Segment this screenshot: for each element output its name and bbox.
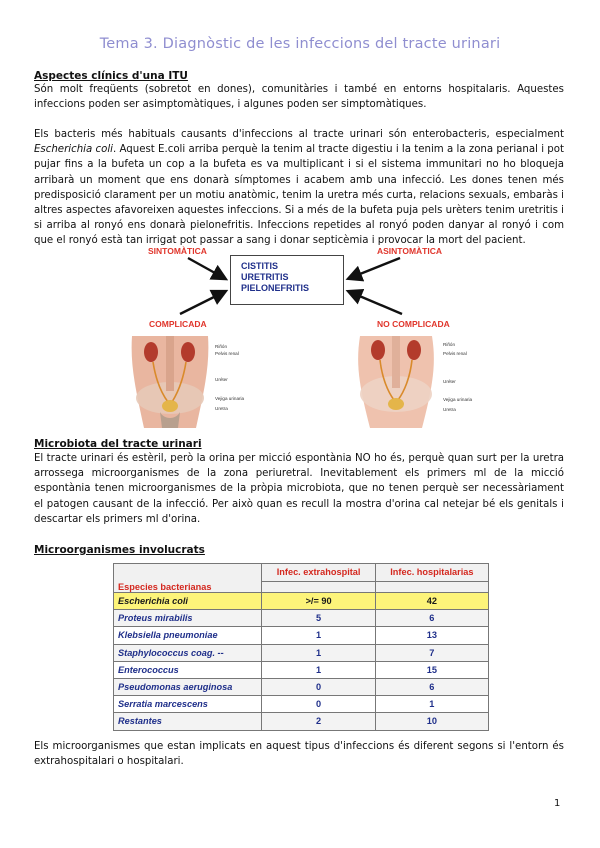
anatomy-label: Uréter xyxy=(215,377,228,382)
arrow-top-right xyxy=(350,258,400,278)
infection-type: CISTITIS xyxy=(241,261,279,271)
anatomy-label: Riñón xyxy=(215,344,228,349)
hosp-cell: 10 xyxy=(375,713,488,730)
page-number: 1 xyxy=(554,798,561,809)
header-spacer-cell xyxy=(375,581,488,592)
species-cell: Serratia marcescens xyxy=(114,696,262,713)
header-species: Especies bacterianas xyxy=(114,564,262,593)
hosp-cell: 6 xyxy=(375,678,488,695)
anatomy-label: Uretra xyxy=(443,407,456,412)
heading-microbiota: Microbiota del tracte urinari xyxy=(34,438,202,450)
arrow-bottom-left xyxy=(180,292,224,314)
species-cell: Restantes xyxy=(114,713,262,730)
urinary-anatomy-figure-right xyxy=(348,336,443,428)
table-row xyxy=(114,661,489,678)
heading-clinical-aspects: Aspectes clínics d'una ITU xyxy=(34,70,188,82)
label-not-complicated: NO COMPLICADA xyxy=(377,319,450,329)
urinary-anatomy-figure-left xyxy=(122,336,217,428)
page-title: Tema 3. Diagnòstic de les infeccions del tracte urinari xyxy=(99,36,501,52)
paragraph-bacteria xyxy=(34,127,564,249)
extra-cell: 1 xyxy=(262,644,375,661)
paragraph-environment: Els microorganismes que estan implicats en aquest tipus d'infeccions és diferent segons si l'entorn és extrahospitalari o hospitalari. xyxy=(34,741,564,768)
extra-cell: 5 xyxy=(262,610,375,627)
extra-cell: >/= 90 xyxy=(262,593,375,610)
itu-classification-diagram xyxy=(110,244,490,429)
hosp-cell: 6 xyxy=(375,610,488,627)
table-header-row xyxy=(114,564,489,582)
extra-cell: 1 xyxy=(262,661,375,678)
species-cell: Pseudomonas aeruginosa xyxy=(114,678,262,695)
label-asymptomatic: ASINTOMÀTICA xyxy=(377,246,443,256)
infection-type: PIELONEFRITIS xyxy=(241,283,310,293)
hosp-cell: 1 xyxy=(375,696,488,713)
anatomy-label: Uréter xyxy=(443,379,456,384)
hosp-cell: 7 xyxy=(375,644,488,661)
hosp-cell: 13 xyxy=(375,627,488,644)
paragraph-intro: Són molt freqüents (sobretot en dones), comunitàries i també en entorns hospitalaris. Aquestes infeccions poden ser asimptomàtiques, i algunes poden ser simptomàtiques. xyxy=(34,84,564,111)
table-row xyxy=(114,644,489,661)
paragraph-microbiota: El tracte urinari és estèril, però la orina per micció espontània NO ho és, perquè quan surt per la uretra arrossega microorganismes de la zona periuretral. Inevitablement els primers ml de la micció espontània tenen microorganismes de la pròpia microbiota, que no tenen perquè ser necessàriament el patogen causant de la infecció. Per això quan es recull la mostra d'orina cal netejar bé els genitals i descartar els primers ml d'orina. xyxy=(34,453,564,525)
infection-type: URETRITIS xyxy=(241,272,289,282)
anatomy-label: Vejiga urinaria xyxy=(443,397,473,402)
text-span: . Aquest E.coli arriba perquè la tenim al tracte digestiu i la tenim a la zona perianal i pot pujar fins a la bufeta un cop a la bufeta es va multiplicant i si el sistema immunitari no ho bloqueja arribarà un moment que ens donarà símptomes i acabem amb una infecció. Les dones tenen més predisposició clarament per un motiu anatòmic, tenim la uretra més curta, relacions sexuals, embaràs i altres aspectes afavoreixen aquestes infeccions. Si a més de la bufeta puja pels urèters tenim uretritis i si arriba al ronyó ens donarà pielonefritis. Infeccions repetides al ronyó poden danyar al ronyó i com que el ronyó està tan irrigat pot passar a sang i donar septicèmia i provocar la mort del pacient. xyxy=(34,144,564,247)
species-cell: Enterococcus xyxy=(114,661,262,678)
anatomy-label: Vejiga urinaria xyxy=(215,396,245,401)
header-hospital: Infec. hospitalarias xyxy=(375,564,488,582)
text-span: Els bacteris més habituals causants d'infeccions al tracte urinari són enterobacteris, especialment xyxy=(34,129,564,140)
anatomy-label: Uretra xyxy=(215,406,228,411)
table-row xyxy=(114,610,489,627)
header-extrahospital: Infec. extrahospital xyxy=(262,564,375,582)
species-cell: Klebsiella pneumoniae xyxy=(114,627,262,644)
species-cell: Staphylococcus coag. -- xyxy=(114,644,262,661)
anatomy-label: Riñón xyxy=(443,342,456,347)
anatomy-label: Pelvis renal xyxy=(215,351,239,356)
label-complicated: COMPLICADA xyxy=(149,319,207,329)
table-row xyxy=(114,593,489,610)
arrow-bottom-right xyxy=(350,292,402,314)
italic-species: Escherichia coli xyxy=(34,144,113,156)
table-row xyxy=(114,696,489,713)
extra-cell: 0 xyxy=(262,696,375,713)
extra-cell: 0 xyxy=(262,678,375,695)
hosp-cell: 15 xyxy=(375,661,488,678)
microorganisms-table xyxy=(113,563,489,731)
anatomy-label: Pelvis renal xyxy=(443,351,467,356)
table-row xyxy=(114,678,489,695)
arrows-graphic xyxy=(110,244,490,334)
species-cell: Escherichia coli xyxy=(114,593,262,610)
species-cell: Proteus mirabilis xyxy=(114,610,262,627)
hosp-cell: 42 xyxy=(375,593,488,610)
extra-cell: 2 xyxy=(262,713,375,730)
table-row xyxy=(114,627,489,644)
table-row xyxy=(114,713,489,730)
extra-cell: 1 xyxy=(262,627,375,644)
arrow-top-left xyxy=(188,258,224,278)
header-spacer-cell xyxy=(262,581,375,592)
label-symptomatic: SINTOMÀTICA xyxy=(148,246,207,256)
heading-microorganisms: Microorganismes involucrats xyxy=(34,544,205,556)
